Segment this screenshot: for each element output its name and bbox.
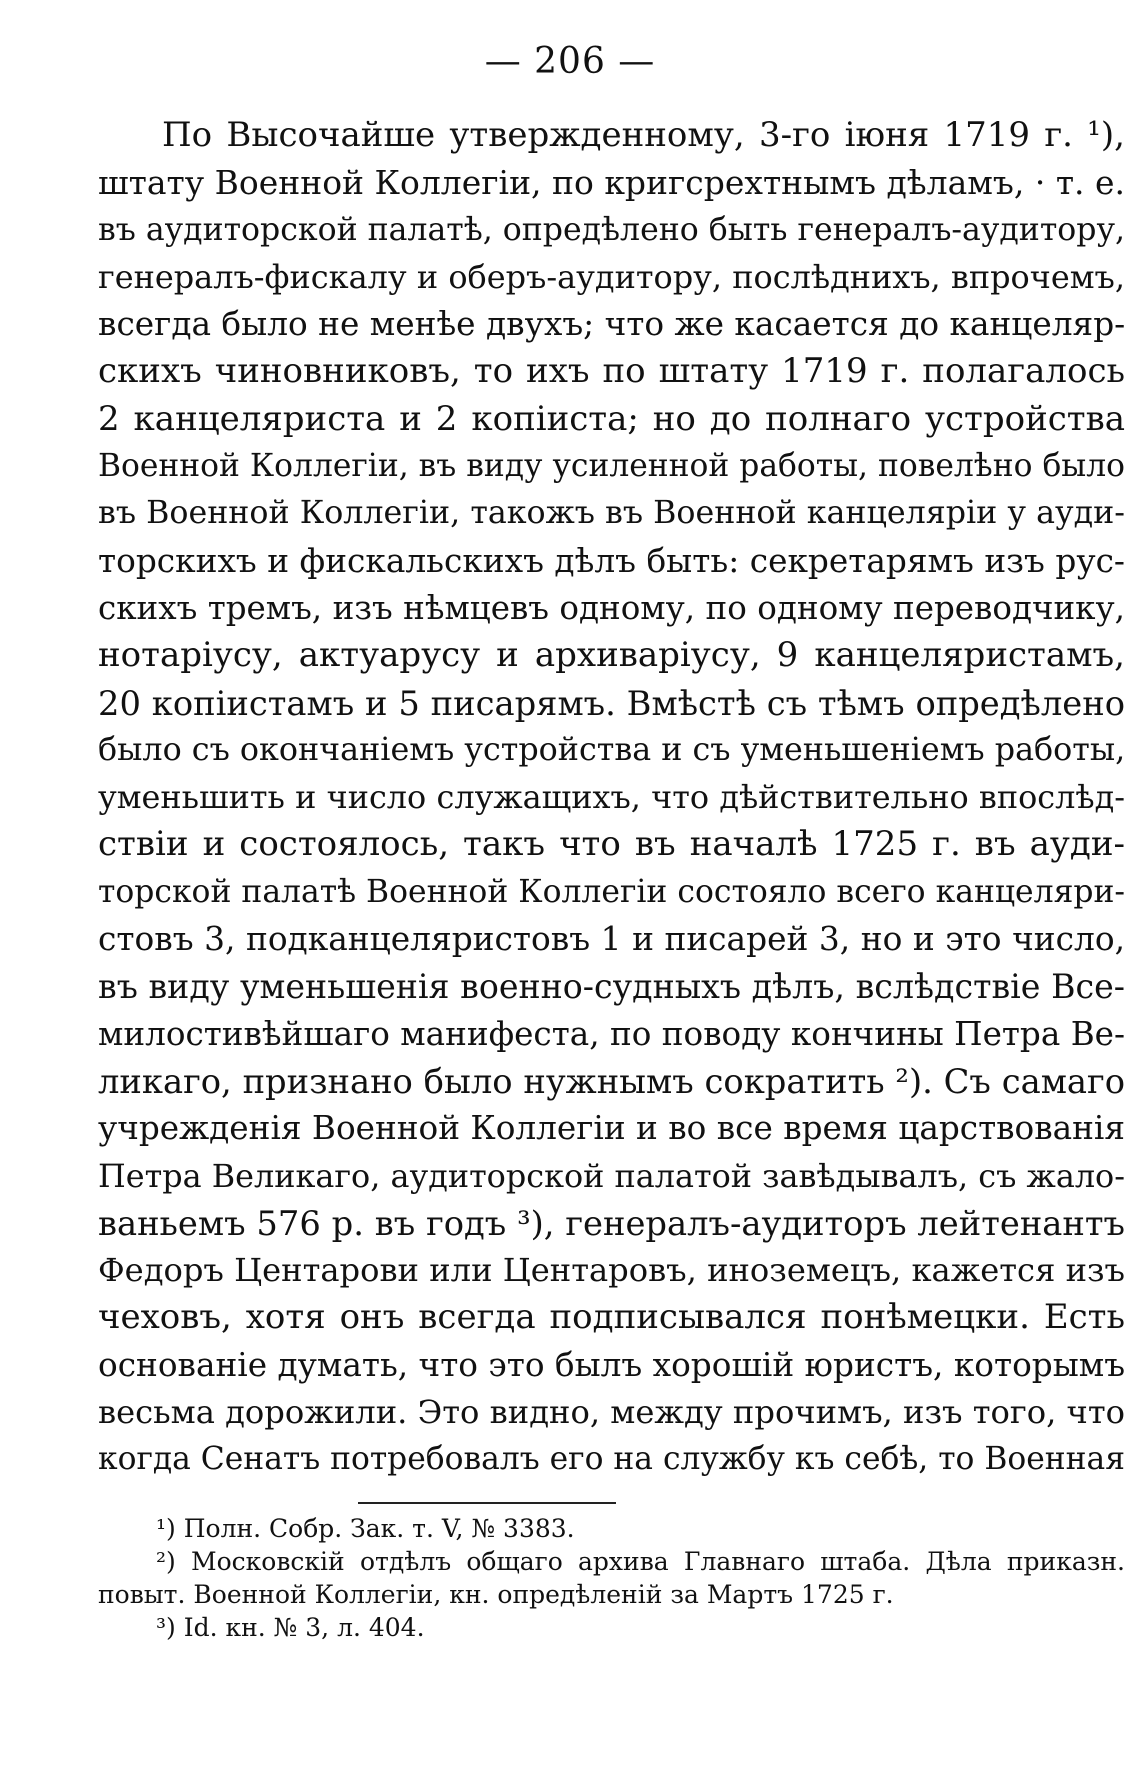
body-line: скихъ тремъ, изъ нѣмцевъ одному, по одному переводчику, xyxy=(98,588,1125,627)
body-line: Федоръ Центарови или Центаровъ, иноземецъ, кажется изъ xyxy=(98,1251,1125,1290)
footnote-3: ³) Id. кн. № 3, л. 404. xyxy=(156,1613,425,1642)
body-line: скихъ чиновниковъ, то ихъ по штату 1719 г. полагалось xyxy=(98,351,1125,392)
body-line: 20 копіистамъ и 5 писарямъ. Вмѣстѣ съ тѣмъ опредѣлено xyxy=(98,683,1125,723)
body-line: въ виду уменьшенія военно-судныхъ дѣлъ, вслѣдствіе Все- xyxy=(98,967,1125,1007)
body-line: было съ окончаніемъ устройства и съ уменьшеніемъ работы, xyxy=(98,731,1126,768)
body-line: въ аудиторской палатѣ, опредѣлено быть генералъ-аудитору, xyxy=(98,211,1126,248)
body-line: учрежденія Военной Коллегіи и во все время царствованія xyxy=(98,1109,1125,1148)
body-text xyxy=(98,112,1125,1484)
body-line: генералъ-фискалу и оберъ-аудитору, послѣднихъ, впрочемъ, xyxy=(98,257,1125,296)
footnote-2: ²) Московскій отдѣлъ общаго архива Главнаго штаба. Дѣла приказн. xyxy=(156,1547,1125,1576)
body-line: нотаріусу, актуарусу и архиваріусу, 9 канцеляристамъ, xyxy=(98,635,1125,676)
body-line: въ Военной Коллегіи, такожъ въ Военной канцеляріи у ауди- xyxy=(98,495,1125,532)
page-number: — 206 — xyxy=(484,41,656,82)
body-line: торской палатѣ Военной Коллегіи состояло всего канцеляри- xyxy=(98,873,1125,910)
body-line: штату Военной Коллегіи, по кригсрехтнымъ дѣламъ, · т. е. xyxy=(98,163,1126,203)
body-line: ликаго, признано было нужнымъ сократить ²). Съ самаго xyxy=(98,1061,1125,1101)
footnote-divider xyxy=(358,1502,616,1504)
body-line: когда Сенатъ потребовалъ его на службу къ себѣ, то Военная xyxy=(98,1441,1125,1478)
body-line: Петра Великаго, аудиторской палатой завѣдывалъ, съ жало- xyxy=(98,1156,1125,1195)
body-line: торскихъ и фискальскихъ дѣлъ быть: секретарямъ изъ рус- xyxy=(98,541,1125,580)
footnote-2-continued: повыт. Военной Коллегіи, кн. опредѣленій за Мартъ 1725 г. xyxy=(98,1580,894,1609)
body-line: По Высочайше утвержденному, 3-го іюня 1719 г. ¹), xyxy=(162,115,1125,155)
body-line: чеховъ, хотя онъ всегда подписывался понѣмецки. Есть xyxy=(98,1297,1125,1338)
body-line: основаніе думать, что это былъ хорошій юристъ, которымъ xyxy=(98,1345,1126,1384)
footnote-1: ¹) Полн. Собр. Зак. т. V, № 3383. xyxy=(156,1514,575,1543)
body-line: ваньемъ 576 р. въ годъ ³), генералъ-аудиторъ лейтенантъ xyxy=(98,1203,1125,1243)
body-line: весьма дорожили. Это видно, между прочимъ, изъ того, что xyxy=(98,1393,1125,1432)
body-line: уменьшить и число служащихъ, что дѣйствительно впослѣд- xyxy=(98,778,1125,817)
footnotes xyxy=(98,1512,1125,1644)
body-line: ствіи и состоялось, такъ что въ началѣ 1725 г. въ ауди- xyxy=(98,824,1125,865)
body-line: милостивѣйшаго манифеста, по поводу кончины Петра Ве- xyxy=(98,1014,1125,1053)
body-line: 2 канцеляриста и 2 копіиста; но до полнаго устройства xyxy=(98,398,1125,439)
body-line: всегда было не менѣе двухъ; что же касается до канцеляр- xyxy=(98,305,1126,344)
body-line: Военной Коллегіи, въ виду усиленной работы, повелѣно было xyxy=(98,448,1125,485)
body-line: стовъ 3, подканцеляристовъ 1 и писарей 3, но и это число, xyxy=(98,920,1125,959)
